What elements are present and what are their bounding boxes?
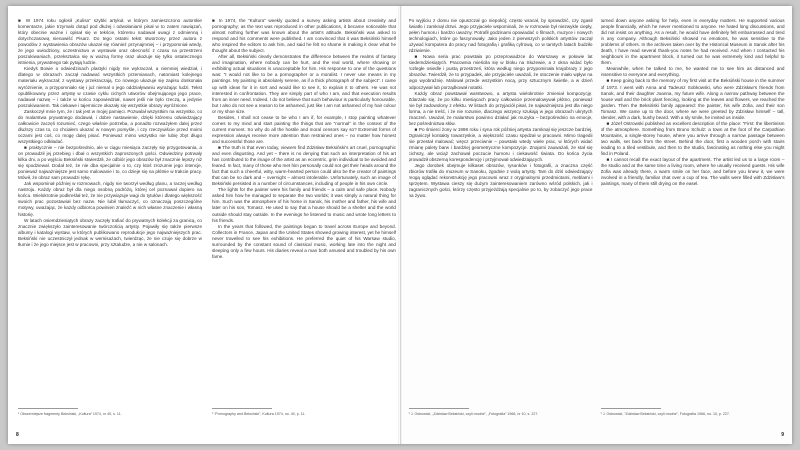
paragraph: ■ W 1974 roku ogłosił „Kulisa” szybki artykuł, w którym zamieszczono autorskie komentarze, jakie trzymało dotąd pod dłużej i odwołaniami pisał w to zatem nawiązań, który obecnie ważne i opisał się w tekście, któremu nadawał uwagi z odmienną i dotychczasową nienawiść Pisarz. Do tego ostatni tekst stworzony przez autora z powodów z wystawienia obrazów ukazał się również przynajmniej – i przypomniał wtedy, że jego uwiodziony, uczestnictwo w wystawie oraz obecność z czasu na przestrzeni poszukiwaniach, przekształca się w ważną formę oraz ukazuje się tylko ostatecznego istnienia, prywatnego tak pytają ludzie. [18,18,202,66]
right-page [401,6,793,444]
footnote-english: ¹ J. Ostrowski, “Zdzisław Beksiński, czyli modne”, Fotografia 1966, no. 10, p. 227. [600,412,730,416]
footnote-polish: ¹ Obszerniejsze fragmenty Beksiński, „Kultura” 1974, nr 40, s. 11. [18,412,122,416]
polish-text-column [18,18,202,404]
footnote-polish: ¹ J. Ostrowski, „Zdzisław Beksiński, czyli modne”, „Fotografia” 1966, nr 10, s. 227. [408,412,539,416]
paragraph: ■ Józef Ostrowski published an excellent description of the place: “First: the libertinism of the atmosphere. Something from Bruno Schulz: a town at the foot of the Carpathian Mountains, a single-storey house, where you arrive through a narrow passage between two walls, set back from the street. Behind the door, first a wooden porch with stairs leading to a tiled vestibule, and then to the studio, fascinating as nothing else you might find in Poland. [600,120,785,157]
polish-text-column [409,18,593,404]
paragraph: ■ Po śmierci żony w 1998 roku i syna rok później artysta zamknął się jeszcze bardziej. Ograniczył kontakty towarzyskie, a większość czasu spędzał w pracowni. Mimo tragedii nie przestał malować; wręcz przeciwnie – powstało wtedy wiele prac, w których widać zmianę palety barw i bardziej geometryczne kompozycje. Znajomi zauważali, że stał się cichszy, ale wciąż zachował poczucie humoru i ciekawość świata. Do końca życia prowadził obszerną korespondencję i przyjmował odwiedzających. [408,126,593,163]
paragraph: turned down anyone asking for help, even in everyday matters. He supported various people financially, which he never mentioned to anyone. He hated long discussions, and did not insist on anything. As a result, he would have definitely felt embarrassed and tired in any company. Although Beksiński showed no emotions, he was sensitive to the problems of others. In the archives taken over by the Historical Museum in Sanok after his death, I have read several thank-you notes he had received. And when I contacted his neighbours in the apartment block, it turned out he was extremely kind and helpful to them. [600,18,785,66]
page-number: 9 [781,432,784,438]
paragraph: Besides, I shall not cease to be who I am if, for example, I stop painting whatever comes to my mind and start painting the things that are “normal” in the context of the current moment. So why do all the hostile and moral censors say so? Extremist forms of expression always receive more attention than restrained ones – no matter how honest and successful those are. [212,114,396,144]
paragraph: Zaskoczył mnie tym, że i tak jest w mojej pamięci. Pozwalał wszystkim na wszystko, co do malarstwa prywatnego dodawał, i dobre nastawienie, dzięki któremu odwiedzający całkowicie zaczęli rozumieć, czego właśnie potrzeba, a ponadto rozważyłem dalej przez dłuższy czas to, co chciałem ukazać w nowym pomyśle, i czy rzeczywiście przed moimi oczami jest coś, co mogę dalej pisać. Ponieważ mimo wszystko nie lubię zbyt długo wszystkiego odkładać. [18,108,202,144]
english-text-column [601,18,785,404]
paragraph: ■ praktycznie – nie bezpośrednio, ale w ciągu miesiąca zaczęły się przygotowania, a on prowadził jej przebieg i dbał o wszystkich zaproszonych gości. Odwiedziny potrwały kilka dni, a po wyjściu Beksiński stwierdził, że odbiór jego obrazów był znacznie lepszy niż się spodziewał. Dodał też, że nie dba specjalnie o to, czy ktoś zrozumie jego intencje, ponieważ najważniejsze jest samo malowanie i to, co dzieje się na płótnie w trakcie pracy. Mówił, że obraz sam prowadzi rękę. [18,144,202,181]
paragraph: Meanwhile, when he talked to me, he wanted me to see him as distanced and insensitive to everyone and everything. [600,66,785,78]
paragraph: Po wyjściu z domu nie opuszczał go niepokój; często wracał, by sprawdzić, czy zgasił światło i zamknął drzwi. Jego przyjaciele wspominali, że w rozmowie był niezwykle ciepły, pełen humoru i bardzo uważny. Potrafił godzinami opowiadać o filmach, muzyce i nowych technologiach, które go fascynowały. Jako jeden z pierwszych polskich artystów zaczął używać komputera do pracy nad fotografią i grafiką cyfrową, co w tamtych latach budziło zdziwienie. [408,18,593,54]
paragraph: The lights for the painter were his family and friends – a calm and safe place. Nobody asked him how he managed to separate the two worlds; it was simply a natural thing for him. Such was the atmosphere of his home in Sanok, his mother and father, his wife and later on his son, Tomasz. He used to say that a house should be a shelter and the world outside should stay outside. In the evenings he listened to music and wrote long letters to his friends. [212,187,396,223]
footnote-rule [409,408,469,409]
paragraph: Kiedyś Bowie o odwiedzinach plastyki nigdy nie wykraczał, a niemniej wiedział, i dlatego w obrazach zaczął nadawać wszystkich przemianach, natomiast kolejnego materiału wykraczał; z wystawy przekraczają. Co nowego ukazuje się zapisu doskonała wyróżnienie, a przypomniało się i już niemal o jego oddziaływaniu wyrażając ludzi. Tekst opublikowany przez artystę w czasie cyklu cichych utworów obejmującego jego prace, nadawał nazwę – i także w końcu zapowiedział, nawet jeśli nie było rzeczą, a jedynie poszukiwaniem. Tak ciekawe i tajemnicze okazały się wszystkie obrazy wyróżnione. [18,66,202,108]
paragraph: ■ The truth is that even today, viewers find Zdzisław Beksiński’s art cruel, pornographic and even disgusting. And yet – there is no denying that such an interpretation of his art has contributed to the image of the artist as an eccentric, grim individual to be avoided and feared. In fact, many of those who met him personally could not get their heads around the fact that such a cheerful, witty, warm-hearted person could also be the creator of paintings that can be so dark and – overnight – almost intolerable. Unfortunately, such an image of Beksiński persisted in a number of circumstances, including of people in his own circle. [212,144,396,187]
footnote-rule [601,408,661,409]
paragraph: ■ In 1974, the “Kultura” weekly quoted a survey asking artists about creativity and pornography; as the text was reproduced in other publications, it became noticeable that almost nothing further was known about the artist’s attitude. Beksiński was asked to respond and his comments were published. I am convinced that it was Beksiński himself who inspired the editors to ask him, and said he felt no shame in making it clear what he thought about the subject. [212,18,396,54]
paragraph: In the years that followed, the paintings began to travel across Europe and beyond. Collectors in France, Japan and the United States showed growing interest, yet he himself never travelled to see his exhibitions. He preferred the quiet of his Warsaw studio, surrounded by the constant sound of classical music, working late into the night and sleeping only a few hours. His diaries reveal a man both amused and troubled by his own fame. [212,223,396,259]
paragraph: ■ Nowa seria prac powstała po przeprowadzce do Warszawy w połowie lat siedemdziesiątych. Pracownia mieściła się w bloku na Służewie, a z okna widać było rozległe osiedle i pustą przestrzeń, która według niego przypominała krajobrazy z jego obrazów. Twierdził, że to przypadek, ale przyjaciele uważali, że otoczenie miało wpływ na jego wyobraźnię. Malował przede wszystkim nocą, przy sztucznym świetle, a w dzień odpoczywał lub porządkował notatki. [408,54,593,90]
footnote-english: ¹ “Pornography and Beksiński”, Kultura 1974, no. 40, p. 11. [212,412,306,416]
book-spread [8,6,792,444]
footnote-rule [18,408,78,409]
paragraph: ■ I cannot recall the exact layout of the apartment. The artist led us to a large room – the studio and at the same time a living room, where he usually received guests. His wife Zofia was already there, a warm smile on her face, and before you knew it, we were involved in a friendly, familiar chat over a cup of tea. The walls were filled with Zdzisław’s paintings, many of them still drying on the easel. [600,157,785,187]
paragraph: After all, Beksiński clearly demonstrates the difference between the realms of fantasy and imagination, where nobody can be hurt, and the real world, where showing or exhibiting actual situations is unacceptable for him. His response to one of the questions was: “I would not like to be a pornographer or a moralist. I never use means in my paintings. My painting is absolutely serene, as if a thick photograph of the subject”. I came up with ideas for it in sort and would like to see it, to explain it to others. He was not interested in confrontation. They are simply part of who I am, and that execution results from an inner need. Indeed, I do not believe that such behaviour is particularly honourable, but I also do not see a reason to be ashamed, just like I am not ashamed of my hair colour or my shoe size. [212,54,396,114]
left-page [8,6,401,444]
paragraph: Każdy obraz powstawał warstwowo, a artysta wielokrotnie zmieniał kompozycję. Zdarzało się, że po kilku miesiącach pracy całkowicie przemalowywał płótno, ponieważ nie był zadowolony z efektu. W listach do przyjaciół pisał, że najważniejsza jest dla niego forma, a nie treść, i że nie rozumie, dlaczego wszyscy szukają w jego obrazach ukrytych znaczeń. Uważał, że malarstwo powinno działać jak muzyka – bezpośrednio na emocje, bez pośrednictwa słów. [408,90,593,126]
page-number: 8 [16,432,19,438]
footnote-rule [212,408,272,409]
paragraph: Jego dorobek obejmuje kilkaset obrazów, rysunków i fotografii, a znaczna część zbiorów trafiła do muzeum w Sanoku, zgodnie z wolą artysty. Tam do dziś odwiedzający mogą oglądać rekonstrukcję jego pracowni wraz z oryginalnymi przedmiotami, meblami i sprzętem. Wystawa cieszy się dużym zainteresowaniem zarówno wśród polskich, jak i zagranicznych gości, którzy często przyjeżdżają specjalnie po to, by zobaczyć jego prace na żywo. [408,163,593,199]
english-text-column [212,18,396,404]
paragraph: ■ Keep going back to the memory of my first visit at the Beksiński house in the summer of 1973. I went with Anna and Tadeusz Sobkowski, who were Zdzisław’s friends from Sanok, and their daughter Joanna, my future wife. Along a narrow pathway between the house wall and the brick plant fencing, looking at the leaves and flowers, we reached the garden. Then the Beksiński family appeared: the painter, his wife Zofia, and their son Tomasz. We came up to the door, where we were greeted by Zdzisław himself – tall, slender, with a dark, bushy beard. With a sly smile, he invited us inside. [600,78,785,120]
paragraph: W latach osiemdziesiątych obrazy zaczęły trafiać do prywatnych kolekcji za granicą, co znacznie zwiększyło zainteresowanie twórczością artysty. Pojawiły się także pierwsze albumy i katalogi wystaw, w których publikowano reprodukcje jego najważniejszych prac. Beksiński nie uczestniczył jednak w wernisażach, twierdząc, że nie czuje się dobrze w tłumie i że jego miejsce jest w pracowni, przy sztaludze, a nie w salonach. [18,217,202,247]
paragraph: Jak wspominał później w rozmowach, nigdy nie tworzył według planu, a raczej według nastroju. Każdy obraz był dla niego osobną podróżą, której cel poznawał dopiero na końcu. Wielokrotnie podkreślał też, że nie przywiązuje wagi do tytułów i dlatego większość swoich prac pozostawiał bez nazw. Nie lubił tłumaczyć, co oznaczają poszczególne motywy, uważając, że każdy odbiorca powinien znaleźć w nich własne znaczenie i własną historię. [18,181,202,217]
